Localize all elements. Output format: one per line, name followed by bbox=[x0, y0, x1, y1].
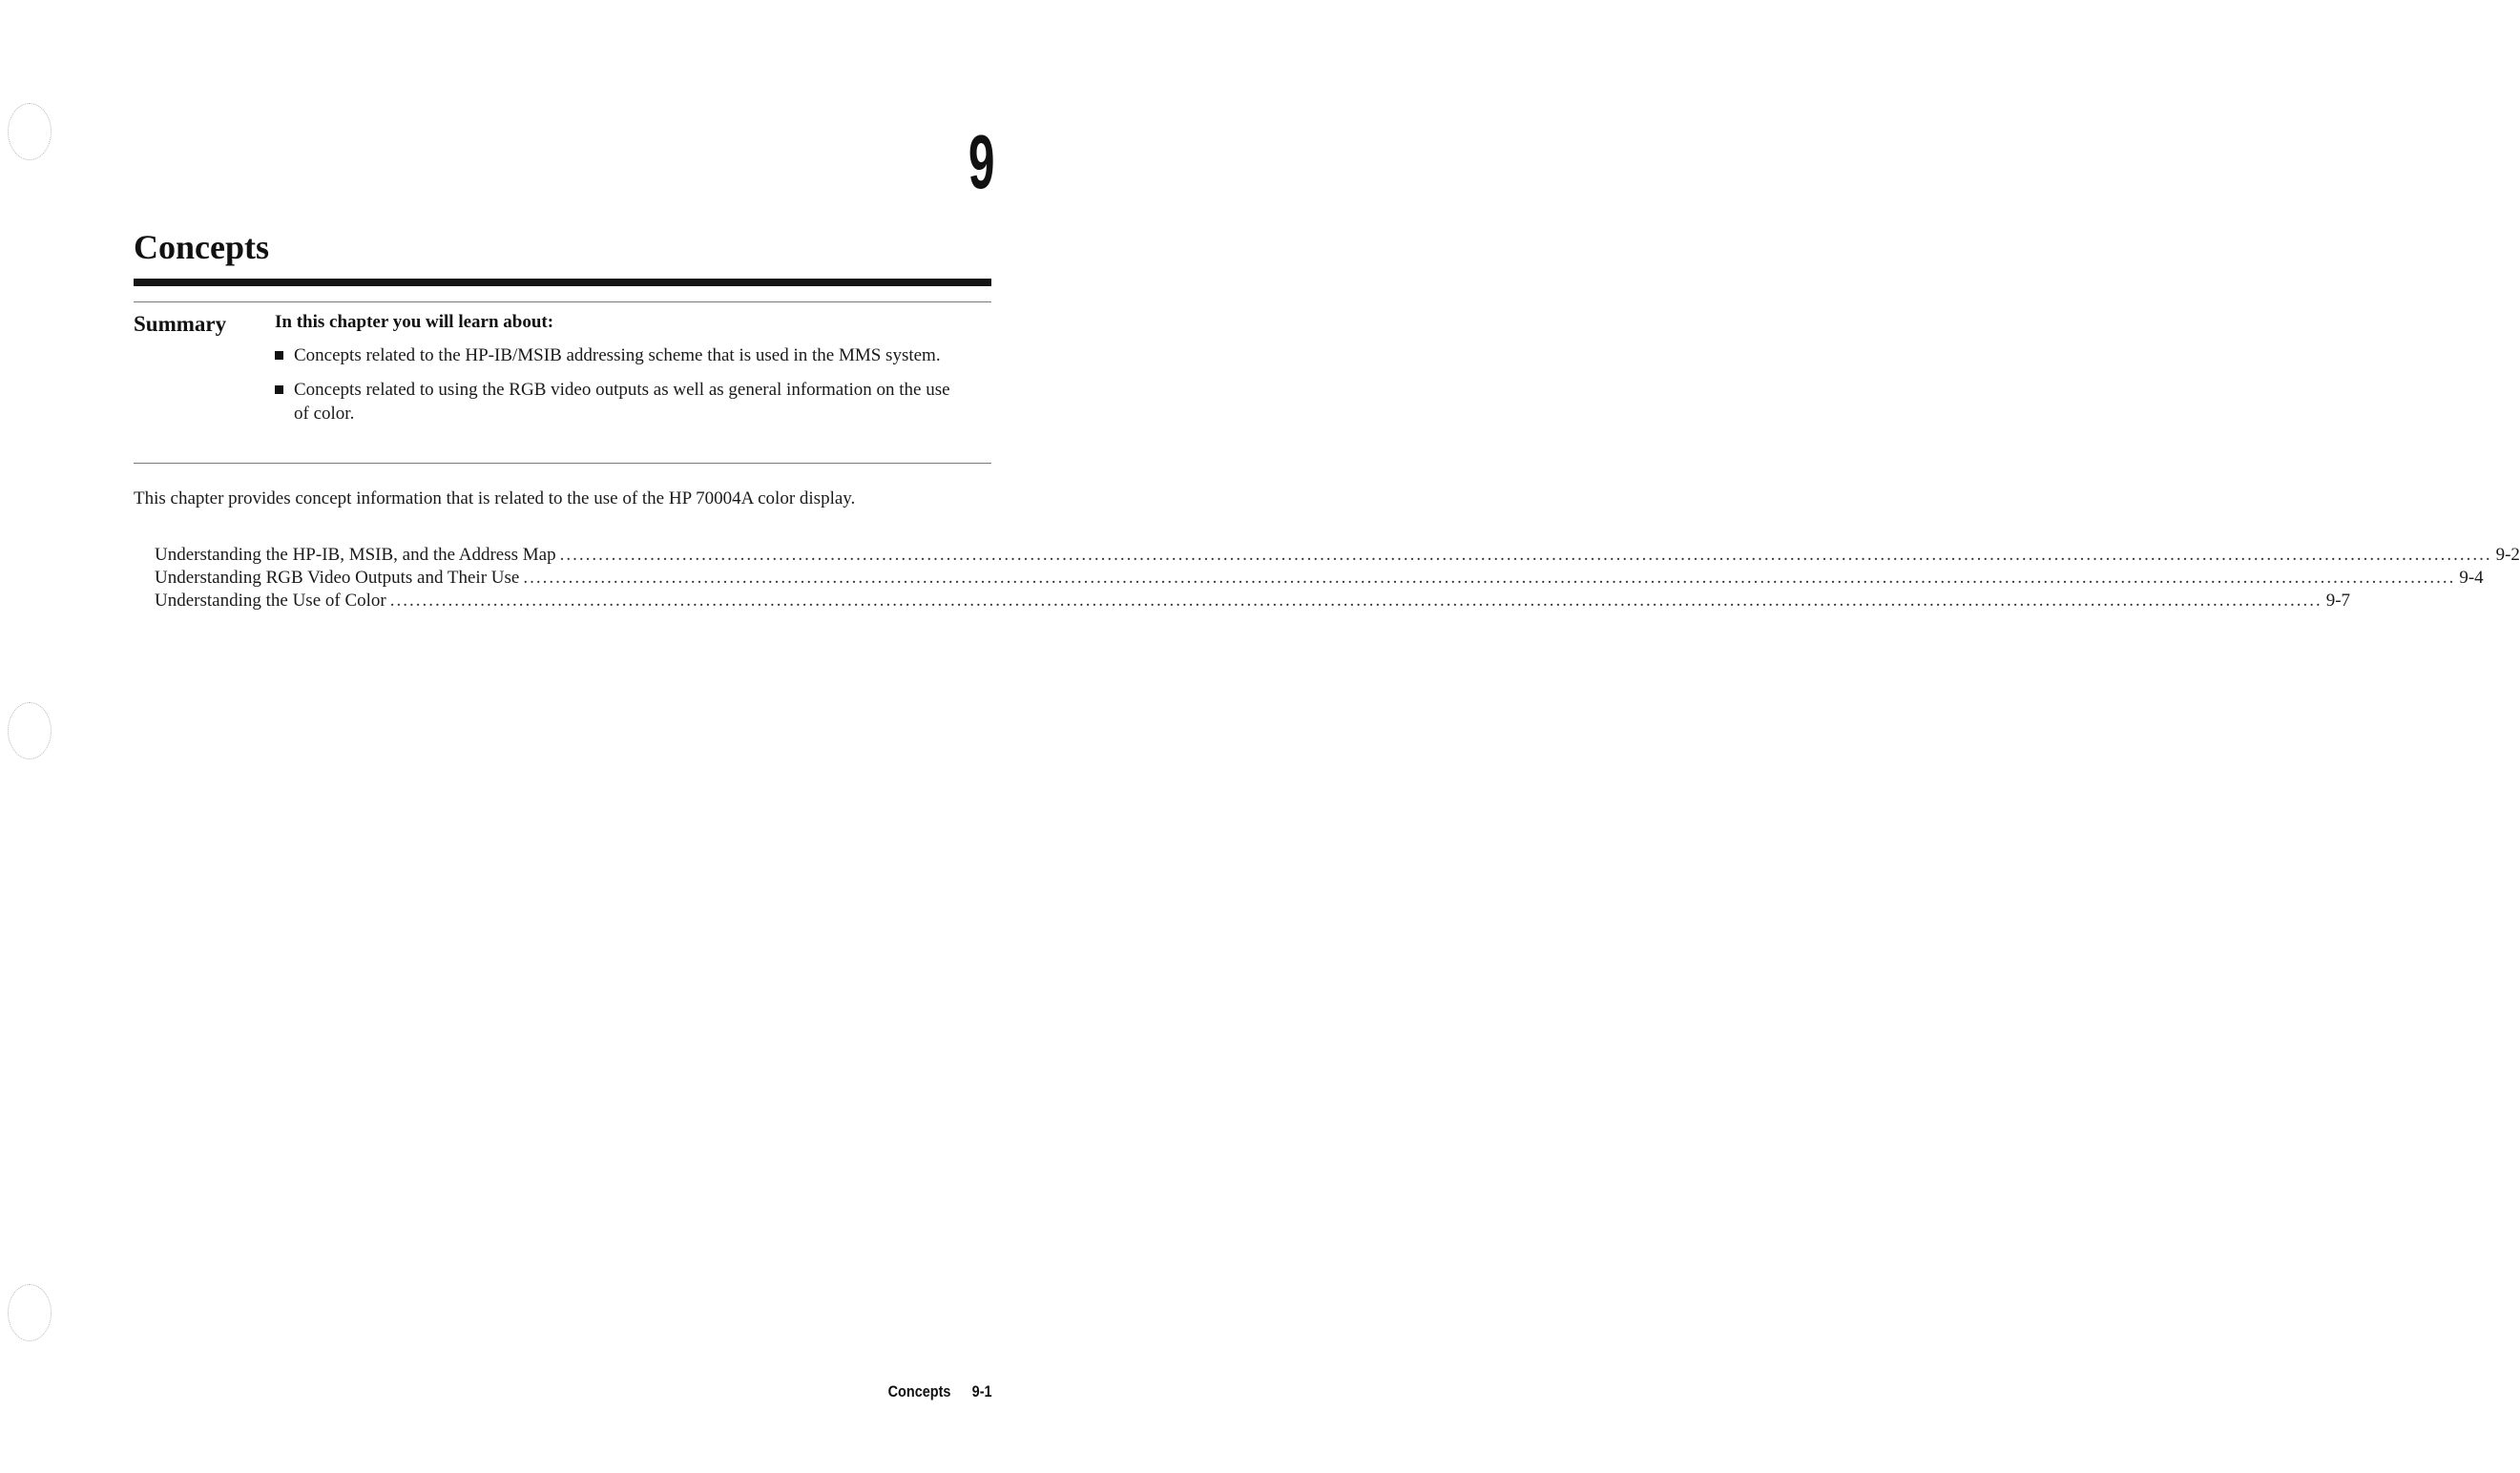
summary-heading: In this chapter you will learn about: bbox=[275, 312, 554, 332]
summary-list bbox=[275, 343, 962, 436]
punch-hole-bottom bbox=[8, 1284, 52, 1341]
summary-item-text: Concepts related to the HP-IB/MSIB addressing scheme that is used in the MMS system. bbox=[294, 345, 941, 365]
toc-entry[interactable] bbox=[155, 544, 2520, 567]
summary-item-text: Concepts related to using the RGB video outputs as well as general information on the use of color. bbox=[294, 380, 950, 424]
page-footer bbox=[877, 1382, 992, 1401]
footer-label: Concepts bbox=[887, 1382, 951, 1400]
summary-item bbox=[275, 343, 962, 367]
chapter-number: 9 bbox=[968, 119, 994, 204]
intro-paragraph: This chapter provides concept information that is related to the use of the HP 70004A color display. bbox=[134, 488, 856, 508]
punch-hole-middle bbox=[8, 702, 52, 759]
bullet-square-icon bbox=[275, 385, 283, 394]
toc-entry-title: Understanding the HP-IB, MSIB, and the Address Map bbox=[155, 545, 556, 565]
bullet-square-icon bbox=[275, 351, 283, 360]
toc-entry[interactable] bbox=[155, 567, 2484, 590]
punch-hole-top bbox=[8, 103, 52, 160]
footer-page-number: 9-1 bbox=[972, 1382, 992, 1400]
summary-item bbox=[275, 378, 962, 425]
toc-entry-title: Understanding the Use of Color bbox=[155, 591, 386, 611]
summary-label: Summary bbox=[134, 312, 227, 336]
toc-entry-page: 9-4 bbox=[2459, 568, 2484, 588]
summary-bottom-rule bbox=[134, 463, 991, 464]
toc-entry-page: 9-2 bbox=[2495, 545, 2520, 565]
toc-leader-dots: ............................................................................................................................................................................................................................................................................................................ bbox=[523, 568, 2456, 588]
table-of-contents bbox=[155, 544, 2520, 612]
toc-leader-dots: ............................................................................................................................................................................................................................................................................................................ bbox=[559, 545, 2492, 565]
toc-entry-title: Understanding RGB Video Outputs and Their Use bbox=[155, 568, 520, 588]
title-rule bbox=[134, 279, 991, 286]
toc-entry[interactable] bbox=[155, 590, 2351, 612]
toc-entry-page: 9-7 bbox=[2325, 591, 2351, 611]
toc-leader-dots: ............................................................................................................................................................................................................................................................................................................ bbox=[389, 591, 2322, 611]
chapter-title: Concepts bbox=[134, 228, 269, 266]
summary-top-rule bbox=[134, 301, 991, 302]
